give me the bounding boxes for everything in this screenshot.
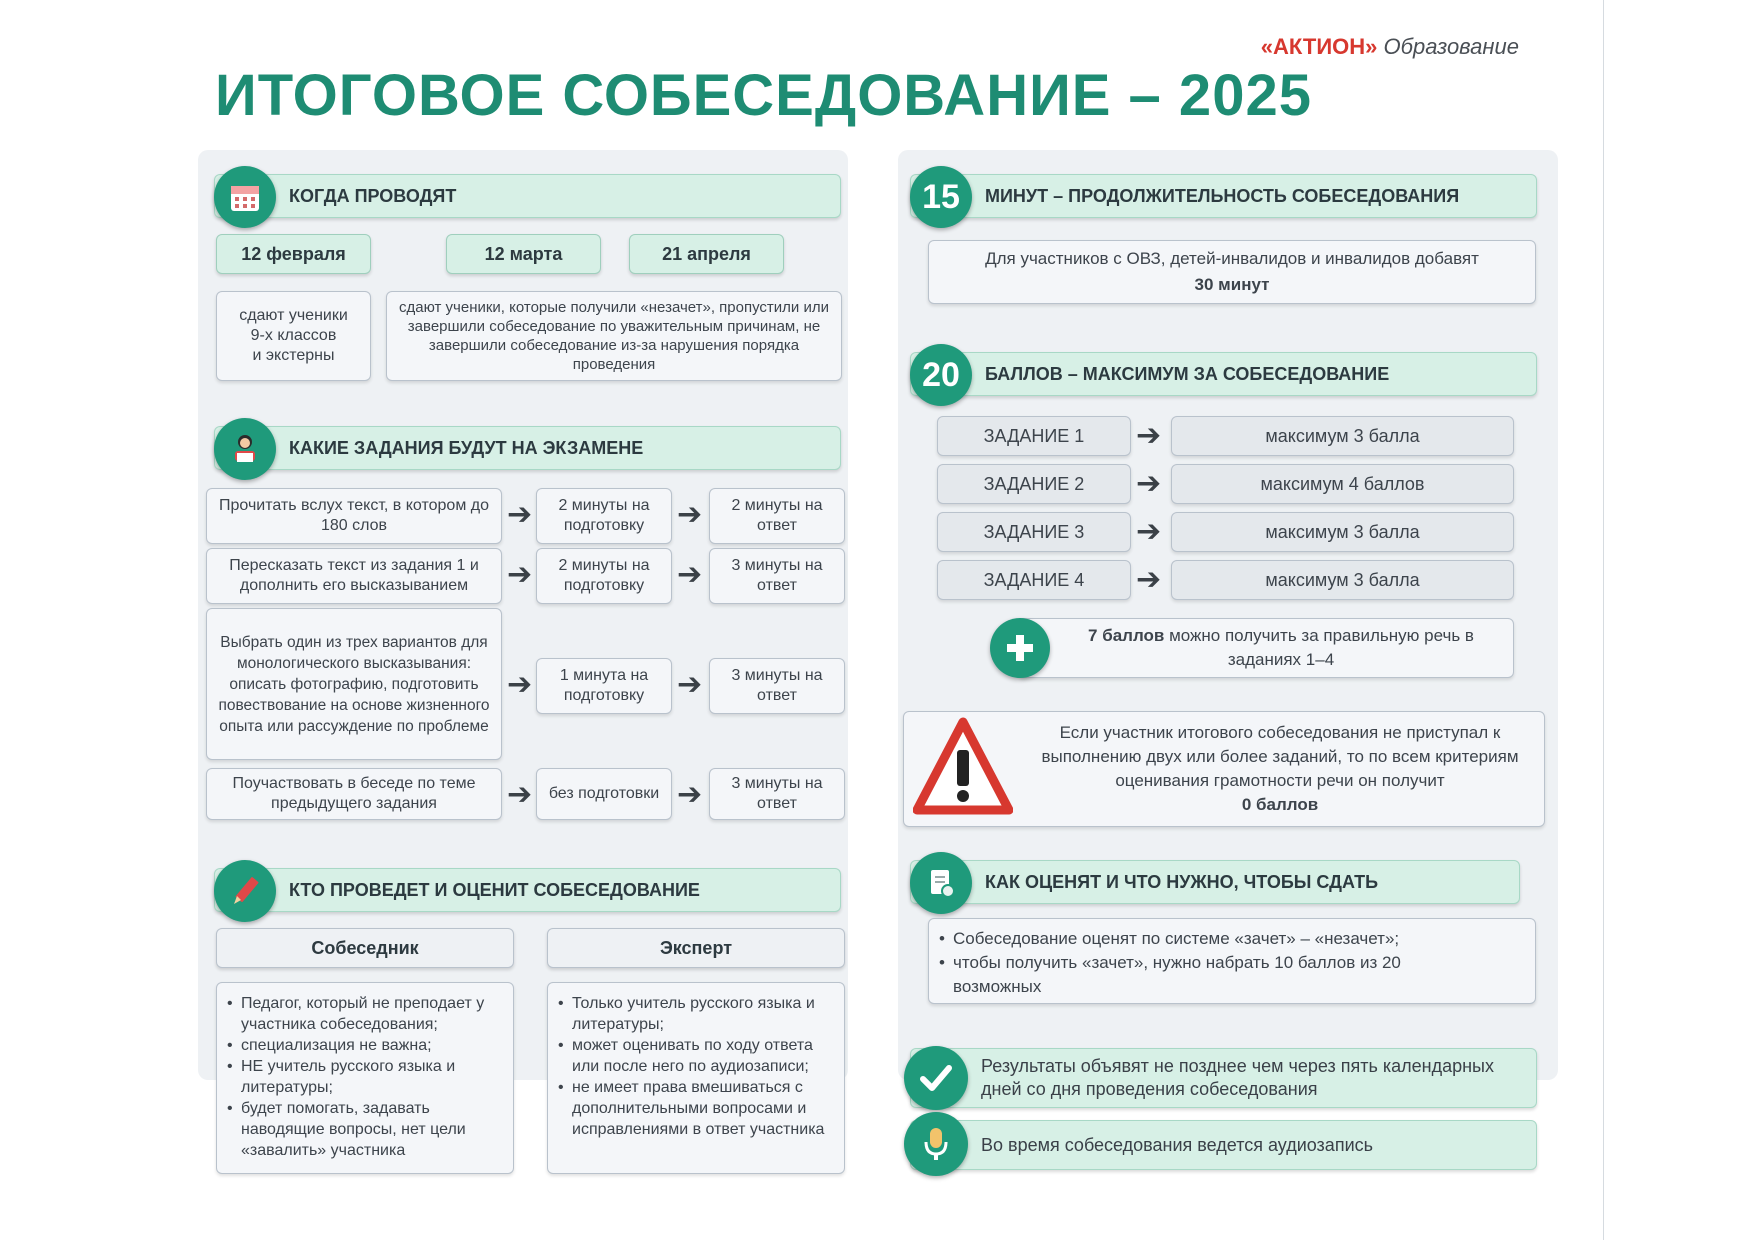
when-repeat-group: сдают ученики, которые получили «незачет», пропустили или завершили собеседование по уважительным причинам, не завершили собеседование из-за нарушения порядка проведения xyxy=(386,291,842,381)
list-item: • НЕ учитель русского языка и литературы; xyxy=(241,1056,505,1098)
task-1-prep: 2 минуты на подготовку xyxy=(536,488,672,544)
warning-icon xyxy=(913,716,1013,818)
score-max-3: максимум 3 балла xyxy=(1171,512,1514,552)
when-heading: КОГДА ПРОВОДЯТ xyxy=(214,174,841,218)
task-4-desc: Поучаствовать в беседе по теме предыдущего задания xyxy=(206,768,502,820)
list-item: • не имеет права вмешиваться с дополнительными вопросами и исправлениями в ответ участника xyxy=(572,1077,836,1140)
score-max-2: максимум 4 баллов xyxy=(1171,464,1514,504)
arrow-right-icon: ➔ xyxy=(507,778,533,811)
task-1-answer: 2 минуты на ответ xyxy=(709,488,845,544)
interlocutor-list xyxy=(216,982,514,1174)
page-title: ИТОГОВОЕ СОБЕСЕДОВАНИЕ – 2025 xyxy=(215,63,1312,128)
task-3-answer: 3 минуты на ответ xyxy=(709,658,845,714)
score-max-4: максимум 3 балла xyxy=(1171,560,1514,600)
task-3-desc: Выбрать один из трех вариантов для монологического высказывания: описать фотографию, подготовить повествование на основе жизненного опыта или рассуждение по проблеме xyxy=(206,608,502,760)
duration-heading: МИНУТ – ПРОДОЛЖИТЕЛЬНОСТЬ СОБЕСЕДОВАНИЯ xyxy=(910,174,1537,218)
calendar-icon xyxy=(214,166,276,228)
duration-number: 15 xyxy=(910,166,972,228)
task-4-prep: без подготовки xyxy=(536,768,672,820)
date-feb: 12 февраля xyxy=(216,234,371,274)
score-task-4: ЗАДАНИЕ 4 xyxy=(937,560,1131,600)
score-task-1: ЗАДАНИЕ 1 xyxy=(937,416,1131,456)
score-number: 20 xyxy=(910,344,972,406)
task-3-prep: 1 минута на подготовку xyxy=(536,658,672,714)
list-item: • Педагог, который не преподает у участника собеседования; xyxy=(241,993,505,1035)
expert-list xyxy=(547,982,845,1174)
list-item: • чтобы получить «зачет», нужно набрать 10 баллов из 20 возможных xyxy=(953,951,1413,999)
microphone-icon xyxy=(904,1112,968,1176)
arrow-right-icon: ➔ xyxy=(1136,515,1162,548)
list-item: • Только учитель русского языка и литературы; xyxy=(572,993,836,1035)
arrow-right-icon: ➔ xyxy=(507,498,533,531)
grading-heading: КАК ОЦЕНЯТ И ЧТО НУЖНО, ЧТОБЫ СДАТЬ xyxy=(910,860,1520,904)
arrow-right-icon: ➔ xyxy=(677,778,703,811)
list-item: • может оценивать по ходу ответа или после него по аудиозаписи; xyxy=(572,1035,836,1077)
arrow-right-icon: ➔ xyxy=(677,498,703,531)
task-2-prep: 2 минуты на подготовку xyxy=(536,548,672,604)
arrow-right-icon: ➔ xyxy=(1136,467,1162,500)
score-task-2: ЗАДАНИЕ 2 xyxy=(937,464,1131,504)
arrow-right-icon: ➔ xyxy=(677,668,703,701)
score-max-1: максимум 3 балла xyxy=(1171,416,1514,456)
arrow-right-icon: ➔ xyxy=(677,558,703,591)
tasks-heading: КАКИЕ ЗАДАНИЯ БУДУТ НА ЭКЗАМЕНЕ xyxy=(214,426,841,470)
interlocutor-label: Собеседник xyxy=(216,928,514,968)
results-note: Результаты объявят не позднее чем через пять календарных дней со дня проведения собеседования xyxy=(910,1048,1537,1108)
list-item: • будет помогать, задавать наводящие вопросы, нет цели «завалить» участника xyxy=(241,1098,505,1161)
audio-note: Во время собеседования ведется аудиозапись xyxy=(910,1120,1537,1170)
task-2-answer: 3 минуты на ответ xyxy=(709,548,845,604)
duration-note: Для участников с ОВЗ, детей-инвалидов и инвалидов добавят 30 минут xyxy=(928,240,1536,304)
arrow-right-icon: ➔ xyxy=(507,558,533,591)
document-check-icon xyxy=(910,852,972,914)
date-mar: 12 марта xyxy=(446,234,601,274)
arrow-right-icon: ➔ xyxy=(1136,419,1162,452)
warning-box: Если участник итогового собеседования не приступал к выполнению двух или более заданий, то по всем критериям оценивания грамотности речи он получит 0 баллов xyxy=(903,711,1545,827)
task-2-desc: Пересказать текст из задания 1 и дополнить его высказыванием xyxy=(206,548,502,604)
who-heading: КТО ПРОВЕДЕТ И ОЦЕНИТ СОБЕСЕДОВАНИЕ xyxy=(214,868,841,912)
plus-icon xyxy=(990,618,1050,678)
arrow-right-icon: ➔ xyxy=(507,668,533,701)
grading-list xyxy=(928,918,1536,1004)
check-icon xyxy=(904,1046,968,1110)
task-4-answer: 3 минуты на ответ xyxy=(709,768,845,820)
score-heading: БАЛЛОВ – МАКСИМУМ ЗА СОБЕСЕДОВАНИЕ xyxy=(910,352,1537,396)
student-icon xyxy=(214,418,276,480)
pencil-icon xyxy=(214,860,276,922)
when-first-group: сдают ученики 9-х классов и экстерны xyxy=(216,291,371,381)
date-apr: 21 апреля xyxy=(629,234,784,274)
list-item: • специализация не важна; xyxy=(241,1035,505,1056)
list-item: • Собеседование оценят по системе «зачет» – «незачет»; xyxy=(953,927,1527,951)
arrow-right-icon: ➔ xyxy=(1136,563,1162,596)
score-task-3: ЗАДАНИЕ 3 xyxy=(937,512,1131,552)
task-1-desc: Прочитать вслух текст, в котором до 180 слов xyxy=(206,488,502,544)
brand-logo: «АКТИОН» Образование xyxy=(1260,34,1519,59)
expert-label: Эксперт xyxy=(547,928,845,968)
bonus-note: 7 баллов можно получить за правильную речь в заданиях 1–4 xyxy=(1018,618,1514,678)
